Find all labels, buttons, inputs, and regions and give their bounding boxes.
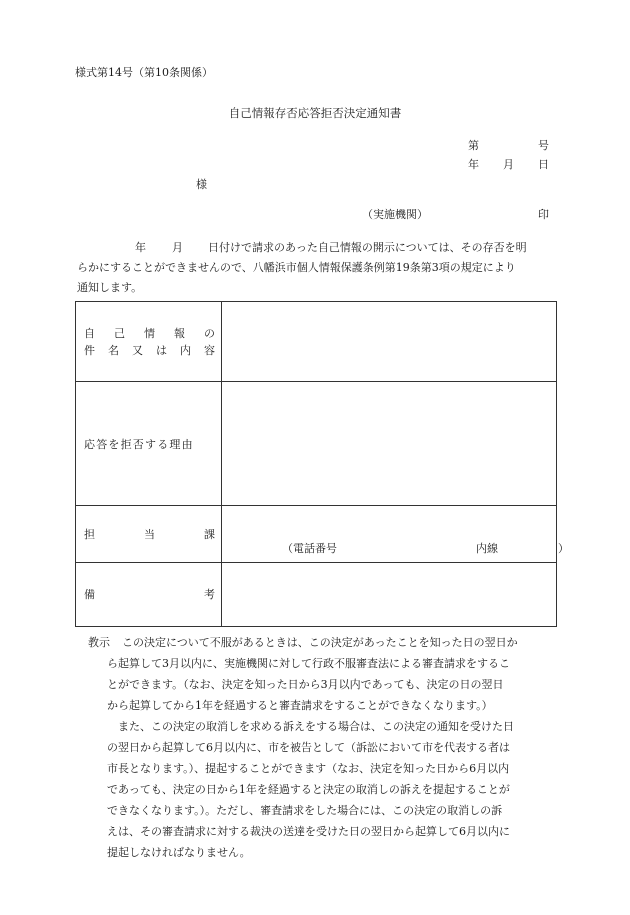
intro-line-2: らかにすることができませんので、八幡浜市個人情報保護条例第19条第3項の規定により (77, 261, 516, 274)
intro-line-3: 通知します。 (77, 281, 143, 294)
notice-line: 教示 この決定について不服があるときは、この決定があったことを知った日の翌日か (88, 636, 518, 649)
label-char: 件 (84, 343, 95, 357)
label-char: 容 (204, 343, 215, 357)
label-char: 課 (204, 527, 215, 541)
label-char: の (204, 326, 215, 340)
appeal-notice (88, 632, 558, 863)
remarks-field[interactable] (222, 563, 557, 627)
addressee-suffix: 様 (196, 178, 207, 191)
issuing-agency-label: （実施機関） (362, 208, 428, 221)
info-name-field[interactable] (222, 302, 557, 382)
issue-number-prefix: 第 (468, 139, 479, 152)
closing-paren: ） (558, 542, 569, 555)
label-char: 内 (180, 343, 191, 357)
notice-line: であっても、決定の日から1年を経過すると決定の取消しの訴えを提起することが (107, 783, 510, 796)
issue-year: 年 (468, 158, 479, 171)
seal-mark: 印 (538, 208, 549, 221)
form-number: 様式第14号（第10条関係） (75, 66, 213, 79)
label-remarks (76, 563, 222, 627)
label-char: 報 (174, 326, 185, 340)
department-field[interactable] (222, 506, 569, 563)
notice-line: 市長となります。）、提起することができます（なお、決定を知った日から6月以内 (107, 762, 510, 775)
label-char: 担 (84, 527, 95, 541)
intro-line-1: 日付けで請求のあった自己情報の開示については、その存否を明 (208, 241, 527, 254)
refusal-reason-field[interactable] (222, 382, 557, 506)
label-refusal-reason (76, 382, 222, 506)
notice-line: また、この決定の取消しを求める訴えをする場合は、この決定の通知を受けた日 (118, 720, 514, 733)
issue-month: 月 (503, 158, 514, 171)
issue-number-suffix: 号 (538, 139, 549, 152)
notice-line: ら起算して3月以内に、実施機関に対して行政不服審査法による審査請求をするこ (107, 657, 510, 670)
label-char: 己 (114, 326, 125, 340)
document-title: 自己情報存否応答拒否決定通知書 (228, 106, 402, 120)
label-department (76, 506, 222, 563)
notice-heading: 教示 (88, 636, 110, 649)
label-char: 備 (84, 588, 95, 601)
label-char: 当 (144, 527, 155, 541)
notice-line: 提起しなければなりません。 (107, 846, 251, 859)
label-char: 情 (144, 326, 155, 340)
label-char: は (156, 343, 167, 357)
notice-line: できなくなります。）。ただし、審査請求をした場合には、この決定の取消しの訴 (107, 804, 503, 817)
label-char: 考 (204, 588, 215, 601)
extension-label: 内線 (476, 542, 498, 555)
phone-number-label: （電話番号 (282, 542, 337, 555)
intro-month: 月 (172, 241, 183, 254)
notice-line: えは、その審査請求に対する裁決の送達を受けた日の翌日から起算して6月以内に (107, 825, 510, 838)
label-text: 応答を拒否する理由 (84, 437, 194, 451)
intro-year: 年 (135, 241, 146, 254)
issue-day: 日 (538, 158, 549, 171)
notice-line: から起算してから1年を経過すると審査請求をすることができなくなります。） (107, 699, 493, 712)
label-info-name (76, 302, 222, 382)
label-char: 自 (84, 326, 95, 340)
notice-line: とができます。（なお、決定を知った日から3月以内であっても、決定の日の翌日 (107, 678, 504, 691)
notice-line: の翌日から起算して6月以内に、市を被告として（訴訟において市を代表する者は (107, 741, 510, 754)
notice-table (75, 301, 569, 627)
label-char: 又 (132, 343, 143, 357)
label-char: 名 (108, 343, 119, 357)
